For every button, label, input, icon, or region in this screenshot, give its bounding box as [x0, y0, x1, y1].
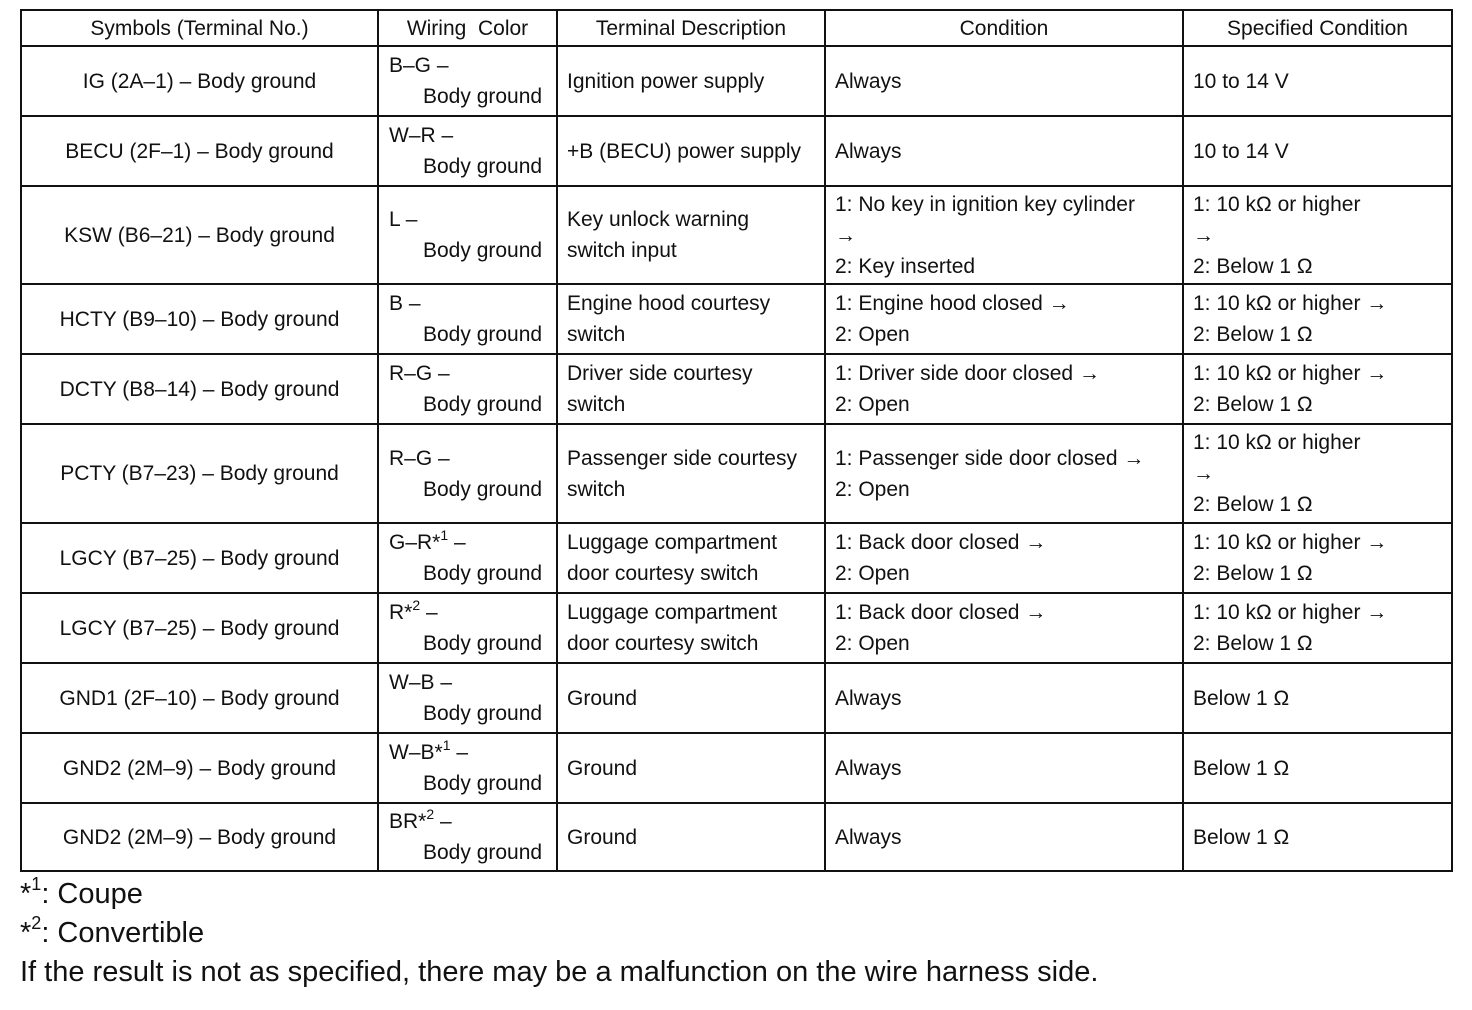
footnote [20, 914, 1098, 953]
cell-line: 10 to 14 V [1193, 139, 1289, 163]
wire-color-code: L [389, 208, 400, 231]
condition-cell [825, 116, 1183, 186]
cell-line: 2: Below 1 Ω [1193, 254, 1313, 278]
cell-line: Always [835, 686, 902, 710]
header-condition: Condition [825, 10, 1183, 46]
condition-cell [825, 733, 1183, 803]
cell-line: 1: 10 kΩ or higher → [1193, 531, 1388, 554]
wiring-color-cell [378, 354, 557, 424]
cell-line: Always [835, 825, 902, 849]
condition-cell [825, 354, 1183, 424]
table-row [21, 46, 1452, 116]
wiring-color-cell [378, 733, 557, 803]
wiring-color-cell [378, 593, 557, 663]
wire-color-line: W–B*$^1$ – [389, 737, 468, 764]
condition-cell [825, 284, 1183, 354]
symbol-cell: GND2 (2M–9) – Body ground [21, 733, 378, 803]
cell-line: switch [567, 323, 626, 346]
wire-color-line: R–G – [389, 362, 450, 385]
wire-color-line: R*$^2$ – [389, 597, 438, 624]
wire-ground-label: Body ground [423, 702, 543, 725]
cell-line: Passenger side courtesy [567, 446, 797, 470]
cell-line: Ground [567, 825, 638, 849]
table-row [21, 424, 1452, 523]
cell-line: Ground [567, 686, 638, 710]
table-row [21, 523, 1452, 593]
footnote-mark: * [20, 878, 32, 910]
description-cell [557, 424, 825, 523]
condition-cell [825, 424, 1183, 523]
cell-line: 1: 10 kΩ or higher [1193, 192, 1361, 216]
cell-line: 1: 10 kΩ or higher → [1193, 601, 1388, 624]
table-row [21, 803, 1452, 871]
wire-ground-label: Body ground [423, 155, 543, 178]
cell-line: → [1193, 462, 1214, 485]
table-row [21, 733, 1452, 803]
wiring-color-cell [378, 523, 557, 593]
wiring-color-cell [378, 663, 557, 733]
cell-line: 1: Passenger side door closed → [835, 446, 1145, 470]
cell-line: 2: Below 1 Ω [1193, 493, 1313, 516]
specified-condition-cell [1183, 803, 1452, 871]
cell-line: 2: Open [835, 323, 910, 346]
condition-cell [825, 46, 1183, 116]
cell-line: 1: Back door closed → [835, 601, 1047, 624]
wire-ground-label: Body ground [423, 239, 543, 262]
table-row [21, 284, 1452, 354]
cell-line: 1: Driver side door closed → [835, 362, 1100, 385]
description-cell [557, 593, 825, 663]
cell-line: 1: Engine hood closed → [835, 292, 1070, 315]
condition-cell [825, 186, 1183, 284]
wire-color-line: B–G – [389, 54, 449, 77]
wire-ground-label: Body ground [423, 323, 543, 346]
cell-line: 1: 10 kΩ or higher → [1193, 362, 1388, 385]
wire-color-code: W–B [389, 671, 435, 694]
cell-line: +B (BECU) power supply [567, 139, 802, 163]
table-row [21, 593, 1452, 663]
condition-cell [825, 523, 1183, 593]
footnote-ref: 1 [442, 737, 451, 753]
wire-color-code: R–G [389, 362, 433, 385]
symbol-cell: BECU (2F–1) – Body ground [21, 116, 378, 186]
wire-color-line: L – [389, 208, 418, 231]
footnote-text: : Convertible [41, 917, 205, 949]
cell-line: Luggage compartment [567, 601, 778, 624]
cell-line: Key unlock warning [567, 208, 750, 231]
wire-color-line: W–R – [389, 124, 454, 147]
description-cell [557, 186, 825, 284]
cell-line: Ignition power supply [567, 69, 765, 93]
footnote-number: 2 [31, 913, 42, 933]
wiring-color-cell [378, 186, 557, 284]
cell-line: Always [835, 756, 902, 780]
cell-line: → [1193, 223, 1214, 247]
footnotes [20, 875, 1098, 992]
symbol-cell: HCTY (B9–10) – Body ground [21, 284, 378, 354]
cell-line: Below 1 Ω [1193, 756, 1290, 780]
footnote-text: If the result is not as specified, there may be a malfunction on the wire harness side. [20, 956, 1099, 988]
wiring-color-cell [378, 424, 557, 523]
cell-line: Always [835, 69, 902, 93]
specified-condition-cell [1183, 284, 1452, 354]
header-symbols: Symbols (Terminal No.) [21, 10, 378, 46]
specified-condition-cell [1183, 186, 1452, 284]
footnote-ref: 2 [412, 597, 421, 613]
footnote-text: : Coupe [41, 878, 143, 910]
cell-line: 2: Below 1 Ω [1193, 632, 1313, 655]
cell-line: switch [567, 393, 626, 416]
wire-color-line: R–G – [389, 446, 450, 470]
wire-ground-label: Body ground [423, 393, 543, 416]
header-specified-condition: Specified Condition [1183, 10, 1452, 46]
cell-line: door courtesy switch [567, 632, 759, 655]
specified-condition-cell [1183, 733, 1452, 803]
symbol-cell: LGCY (B7–25) – Body ground [21, 593, 378, 663]
specified-condition-cell [1183, 663, 1452, 733]
wiring-color-cell [378, 803, 557, 871]
wire-ground-label: Body ground [423, 562, 543, 585]
cell-line: Engine hood courtesy [567, 292, 771, 315]
wiring-color-cell [378, 284, 557, 354]
header-terminal-description: Terminal Description [557, 10, 825, 46]
cell-line: switch [567, 477, 626, 501]
description-cell [557, 354, 825, 424]
cell-line: 1: No key in ignition key cylinder [835, 192, 1135, 216]
wiring-color-cell [378, 46, 557, 116]
cell-line: Always [835, 139, 902, 163]
table-row [21, 116, 1452, 186]
condition-cell [825, 663, 1183, 733]
specified-condition-cell [1183, 46, 1452, 116]
symbol-cell: GND2 (2M–9) – Body ground [21, 803, 378, 871]
wire-ground-label: Body ground [423, 632, 543, 655]
cell-line: 2: Below 1 Ω [1193, 562, 1313, 585]
footnote-ref: 2 [426, 806, 435, 822]
symbol-cell: LGCY (B7–25) – Body ground [21, 523, 378, 593]
wire-color-code: W–R [389, 124, 436, 147]
description-cell [557, 46, 825, 116]
cell-line: Below 1 Ω [1193, 686, 1290, 710]
wire-color-code: BR* [389, 810, 427, 833]
wire-color-line: BR*$^2$ – [389, 806, 452, 833]
header-wiring-color: Wiring Color [378, 10, 557, 46]
specified-condition-cell [1183, 116, 1452, 186]
wire-ground-label: Body ground [423, 85, 543, 108]
wire-ground-label: Body ground [423, 841, 543, 864]
footnote-number: 1 [31, 874, 42, 894]
specified-condition-cell [1183, 354, 1452, 424]
wire-color-line: G–R*$^1$ – [389, 527, 466, 554]
table-row [21, 354, 1452, 424]
description-cell [557, 733, 825, 803]
wire-color-code: R–G [389, 446, 433, 470]
cell-line: 2: Open [835, 632, 910, 655]
table-body [21, 46, 1452, 871]
symbol-cell: GND1 (2F–10) – Body ground [21, 663, 378, 733]
cell-line: 2: Open [835, 477, 910, 501]
symbol-cell: KSW (B6–21) – Body ground [21, 186, 378, 284]
description-cell [557, 523, 825, 593]
table-header-row [21, 10, 1452, 46]
specified-condition-cell [1183, 593, 1452, 663]
cell-line: 2: Open [835, 562, 910, 585]
description-cell [557, 663, 825, 733]
wire-color-line: W–B – [389, 671, 453, 694]
symbol-cell: PCTY (B7–23) – Body ground [21, 424, 378, 523]
wire-color-line: B – [389, 292, 421, 315]
cell-line: Ground [567, 756, 638, 780]
cell-line: 1: 10 kΩ or higher [1193, 431, 1361, 454]
wire-color-code: R* [389, 601, 413, 624]
description-cell [557, 803, 825, 871]
cell-line: door courtesy switch [567, 562, 759, 585]
cell-line: Below 1 Ω [1193, 825, 1290, 849]
symbol-cell: IG (2A–1) – Body ground [21, 46, 378, 116]
cell-line: 10 to 14 V [1193, 69, 1289, 93]
wire-color-code: W–B* [389, 741, 443, 764]
condition-cell [825, 803, 1183, 871]
wire-ground-label: Body ground [423, 477, 543, 501]
symbol-cell: DCTY (B8–14) – Body ground [21, 354, 378, 424]
cell-line: Driver side courtesy [567, 362, 753, 385]
wire-ground-label: Body ground [423, 772, 543, 795]
cell-line: 2: Key inserted [835, 254, 976, 278]
description-cell [557, 116, 825, 186]
terminal-table [20, 9, 1453, 872]
table-row [21, 186, 1452, 284]
cell-line: 1: 10 kΩ or higher → [1193, 292, 1388, 315]
wire-color-code: G–R* [389, 531, 441, 554]
wire-color-code: B–G [389, 54, 432, 77]
description-cell [557, 284, 825, 354]
cell-line: 2: Below 1 Ω [1193, 393, 1313, 416]
footnote-ref: 1 [440, 527, 449, 543]
cell-line: Luggage compartment [567, 531, 778, 554]
cell-line: 2: Open [835, 393, 910, 416]
condition-cell [825, 593, 1183, 663]
wiring-color-cell [378, 116, 557, 186]
footnote-mark: * [20, 917, 32, 949]
footnote [20, 875, 1098, 914]
footnote [20, 953, 1098, 992]
cell-line: 2: Below 1 Ω [1193, 323, 1313, 346]
specified-condition-cell [1183, 424, 1452, 523]
cell-line: 1: Back door closed → [835, 531, 1047, 554]
cell-line: → [835, 223, 856, 247]
wire-color-code: B [389, 292, 404, 315]
table-row [21, 663, 1452, 733]
specified-condition-cell [1183, 523, 1452, 593]
cell-line: switch input [567, 239, 677, 262]
